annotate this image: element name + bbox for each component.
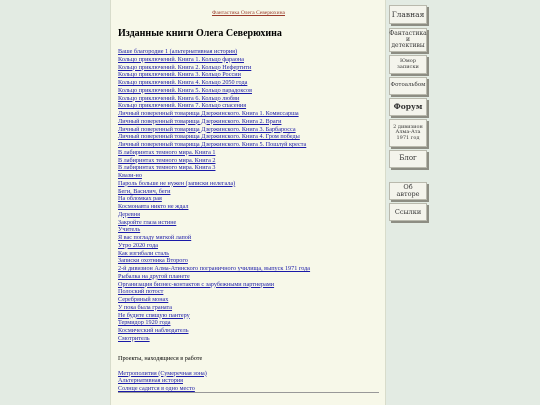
nav-fantasy-button[interactable]: Фантастика и детективы (389, 28, 427, 52)
list-item (118, 265, 379, 273)
list-item (118, 195, 379, 203)
list-item (118, 296, 379, 304)
list-item (118, 319, 379, 327)
book-link[interactable]: Космонавта никто не ждал (118, 203, 189, 210)
list-item (118, 281, 379, 289)
list-item (118, 242, 379, 250)
list-item (118, 327, 379, 335)
nav-blog-button[interactable]: Блог (389, 150, 427, 168)
list-item (118, 180, 379, 188)
book-link[interactable]: Личный поверенный товарища Дзержинского. Книга 2. Враги (118, 117, 282, 125)
list-item (118, 203, 379, 211)
main-content (110, 0, 386, 405)
nav-main-button[interactable]: Главная (389, 5, 427, 24)
book-link[interactable]: Личный поверенный товарища Дзержинского. Книга 3. Барбаросса (118, 125, 296, 133)
nav-forum-button[interactable]: Форум (389, 98, 427, 116)
book-link[interactable]: Полоский потост (118, 288, 164, 296)
list-item (118, 56, 379, 64)
book-link[interactable]: Личный поверенный товарища Дзержинского. Книга 5. Пошлуй креста (118, 141, 307, 148)
book-link[interactable]: 2-й дивизион Алма-Атинского пограничного училища, выпуск 1971 года (118, 265, 311, 272)
project-link[interactable]: Альтернативная история (118, 377, 183, 385)
list-item (118, 157, 379, 165)
book-link[interactable]: Кольцо приключений. Книга 6. Кольцо любви (118, 94, 240, 102)
nav-division-button[interactable]: 2 дивизион Алма-Ата 1971 год (389, 119, 427, 147)
book-link[interactable]: Кольцо приключений. Книга 3. Кольцо России (118, 71, 241, 79)
book-link[interactable]: Пароль больше не нужен (записки нелегала) (118, 179, 236, 187)
list-item (118, 118, 379, 126)
page-title: Изданные книги Олега Северюхина (118, 28, 282, 39)
nav-about-button[interactable]: Об авторе (389, 182, 427, 200)
book-link[interactable]: В лабиринтах темного мира. Книга 1 (118, 148, 216, 156)
book-link[interactable]: У пока была граната (118, 303, 173, 311)
book-link[interactable]: В лабиринтах темного мира. Книга 2 (118, 156, 216, 164)
book-link[interactable]: Утро 2020 года (118, 241, 159, 249)
book-link[interactable]: Кольцо приключений. Книга 4. Кольцо 2050 года (118, 79, 248, 86)
list-item (118, 95, 379, 103)
book-link[interactable]: Личный поверенный товарища Дзержинского. Книга 4. Гром победы (118, 133, 300, 141)
book-link[interactable]: Космический наблюдатель (118, 327, 189, 334)
book-link[interactable]: Беги, Василич, беги (118, 187, 171, 195)
list-item (118, 64, 379, 72)
book-link[interactable]: Закройте глаза истине (118, 218, 177, 226)
list-item (118, 110, 379, 118)
list-item (118, 133, 379, 141)
book-link[interactable]: Как изгибали сталь (118, 249, 170, 257)
list-item (118, 273, 379, 281)
projects-list (118, 370, 379, 393)
book-link[interactable]: Серебряный монах (118, 296, 169, 303)
list-item (118, 48, 379, 56)
book-link[interactable]: Личный поверенный товарища Дзержинского. Книга 1. Комиссарша (118, 110, 299, 117)
book-link[interactable]: Смотритель (118, 334, 150, 342)
book-link[interactable]: На обломках рая (118, 195, 162, 203)
list-item (118, 370, 379, 378)
nav-links-button[interactable]: Ссылки (389, 203, 427, 221)
book-link[interactable]: Учитель (118, 226, 141, 234)
bottom-divider (118, 392, 379, 393)
book-link[interactable]: Кольцо приключений. Книга 2. Кольцо Нефертити (118, 63, 252, 71)
book-link[interactable]: Квази-но (118, 172, 142, 179)
list-item (118, 79, 379, 87)
list-item (118, 226, 379, 234)
list-item (118, 172, 379, 180)
list-item (118, 71, 379, 79)
list-item (118, 288, 379, 296)
list-item (118, 234, 379, 242)
list-item (118, 211, 379, 219)
book-link[interactable]: Организация бизнес-контактов с зарубежными партнерами (118, 280, 275, 288)
list-item (118, 164, 379, 172)
list-item (118, 141, 379, 149)
list-item (118, 188, 379, 196)
sidebar-nav (388, 0, 432, 405)
list-item (118, 377, 379, 385)
projects-heading: Проекты, находящиеся в работе (118, 354, 203, 362)
book-link[interactable]: Термидор 1920 года (118, 319, 171, 327)
site-title-link[interactable]: Фантастика Олега Северюхина (212, 10, 285, 16)
list-item (118, 219, 379, 227)
project-link[interactable]: Метрополития (Сумеречная зона) (118, 369, 207, 377)
nav-photo-button[interactable]: Фотоальбом (389, 77, 427, 95)
book-link[interactable]: Ваше благородие 1 (альтернативная история) (118, 48, 238, 55)
list-item (118, 257, 379, 265)
list-item (118, 126, 379, 134)
list-item (118, 312, 379, 320)
list-item (118, 149, 379, 157)
book-link[interactable]: Кольцо приключений. Книга 1. Кольцо фараона (118, 55, 244, 63)
list-item (118, 102, 379, 110)
book-link[interactable]: В лабиринтах темного мира. Книга 3 (118, 164, 216, 172)
book-link[interactable]: Записки охотника Второго (118, 257, 188, 265)
list-item (118, 250, 379, 258)
books-list (118, 48, 379, 343)
book-link[interactable]: Я вас погладу мягкой лапой (118, 234, 192, 241)
list-item (118, 304, 379, 312)
book-link[interactable]: Не будите спящую пантеру (118, 311, 190, 319)
book-link[interactable]: Деревня (118, 210, 140, 218)
list-item (118, 87, 379, 95)
book-link[interactable]: Кольцо приключений. Книга 5. Кольцо парадоксов (118, 86, 252, 94)
nav-humor-button[interactable]: Юмор записки (389, 55, 427, 74)
book-link[interactable]: Кольцо приключений. Книга 7. Кольцо спасения (118, 102, 247, 110)
list-item (118, 335, 379, 343)
project-link[interactable]: Солнце садится в одно место (118, 385, 195, 392)
book-link[interactable]: Рыбалка на другой планете (118, 272, 190, 280)
